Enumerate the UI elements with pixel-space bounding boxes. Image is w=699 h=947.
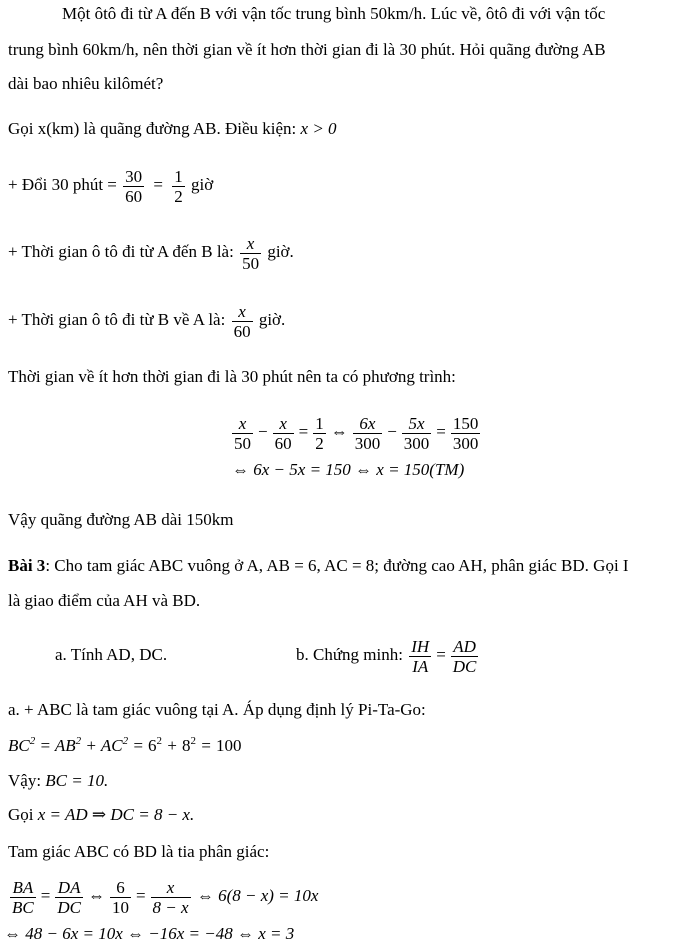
problem-line-3: dài bao nhiêu kilômét? [8,74,164,93]
let-text: Gọi x(km) là quãng đường AB. Điều kiện: [8,119,297,138]
conversion-suffix: giờ [191,175,214,194]
bc-prefix: Vậy: [8,771,42,790]
fraction-denominator: 60 [233,321,251,341]
part-b-text: b. Chứng minh: [296,645,403,664]
fraction-ad-dc: $\frac{AD}{DC}$ [452,636,477,676]
fraction-x-60: $\frac{x}{60}$ [274,413,292,453]
fraction-denominator: 60 [125,186,143,206]
final-equation: ⇔ 48 − 6x = 10x ⇔ −16x = −48 ⇔ x = 3 [4,924,295,943]
equation-line-2: ⇔ 6x − 5x = 150 ⇔ x = 150(TM) [232,460,465,479]
fraction-1-2: $\frac{1}{2}$ [315,413,324,453]
bc-value: BC = 10. [45,771,109,790]
fraction-numerator: x [232,302,253,322]
fraction-5x-300: $\frac{5x}{300}$ [403,413,430,453]
problem-line-1: Một ôtô đi từ A đến B với vận tốc trung bình 50km/h. Lúc về, ôtô đi với vận tốc [62,4,606,23]
conclusion: Vậy quãng đường AB dài 150km [8,510,234,529]
fraction-150-300: $\frac{150}{300}$ [452,413,479,453]
ratio-equation: $\frac{BA}{BC}$ = $\frac{DA}{DC}$ ⇔ $\frac{6}{10}$ = $\frac{x}{8 - x}$ ⇔ 6(8 − x) = 10x [12,877,319,917]
ratio-tail: ⇔ 6(8 − x) = 10x [196,886,319,905]
fraction-denominator: 50 [242,253,260,273]
fraction-da-dc: $\frac{DA}{DC}$ [57,877,81,917]
fraction-30-60 [123,167,144,206]
solution-a-intro: a. + ABC là tam giác vuông tại A. Áp dụng định lý Pi-Ta-Go: [8,700,426,719]
problem-line-2: trung bình 60km/h, nên thời gian về ít hơn thời gian đi là 30 phút. Hỏi quãng đường AB [8,40,606,59]
pythagoras-equation: $BC^2 = AB^2 + AC^2 = 6^2 + 8^2 = 100$ [8,735,242,755]
equation-intro: Thời gian về ít hơn thời gian đi là 30 phút nên ta có phương trình: [8,367,456,386]
time-ab-prefix: + Thời gian ô tô đi từ A đến B là: [8,242,234,261]
fraction-x-60 [232,302,253,341]
bai3-text: : Cho tam giác ABC vuông ở A, AB = 6, AC = 8; đường cao AH, phân giác BD. Gọi I [45,556,629,575]
time-ba-prefix: + Thời gian ô tô đi từ B về A là: [8,310,226,329]
let-statement [8,119,337,139]
let-condition: x > 0 [300,119,337,138]
fraction-numerator: 30 [125,166,143,186]
time-ab-line [8,232,294,273]
let-ad [8,805,194,825]
bai3-line-1 [8,556,629,576]
equation-line-1: $\frac{x}{50}$ − $\frac{x}{60}$ = $\frac{1}{2}$ ⇔ $\frac{6x}{300}$ − $\frac{5x}{300}$ = $\frac{150}{300}$ [234,413,479,453]
fraction-ih-ia: $\frac{IH}{IA}$ [411,636,430,676]
fraction-ba-bc: $\frac{BA}{BC}$ [12,877,34,917]
fraction-numerator: 1 [174,166,183,186]
time-ba-line [8,300,285,341]
fraction-x-50: $\frac{x}{50}$ [234,413,251,453]
bai3-label: Bài 3 [8,556,46,575]
fraction-6-10: $\frac{6}{10}$ [111,877,129,917]
fraction-1-2 [172,167,185,206]
bai3-line-2: là giao điểm của AH và BD. [8,591,201,610]
fraction-6x-300: $\frac{6x}{300}$ [354,413,381,453]
fraction-denominator: 2 [174,186,183,206]
time-ba-suffix: giờ. [258,310,286,329]
part-a: a. Tính AD, DC. [55,645,168,664]
bc-result [8,771,108,791]
conversion-line: + Đổi 30 phút = $\frac{30}{60}$ = $\frac{1}{2}$ giờ [8,166,214,206]
time-ab-suffix: giờ. [267,242,294,261]
bisector-statement: Tam giác ABC có BD là tia phân giác: [8,842,270,861]
fraction-x-8mx: $\frac{x}{8 - x}$ [152,877,189,917]
let-ad-prefix: Gọi [8,805,34,824]
part-b: b. Chứng minh: $\frac{IH}{IA}$ = $\frac{AD}{DC}$ [296,636,477,676]
conversion-prefix: + Đổi 30 phút = [8,175,117,194]
let-ad-math: x = AD ⇒ DC = 8 − x. [37,805,195,824]
fraction-numerator: x [240,234,261,254]
fraction-x-50 [240,234,261,273]
